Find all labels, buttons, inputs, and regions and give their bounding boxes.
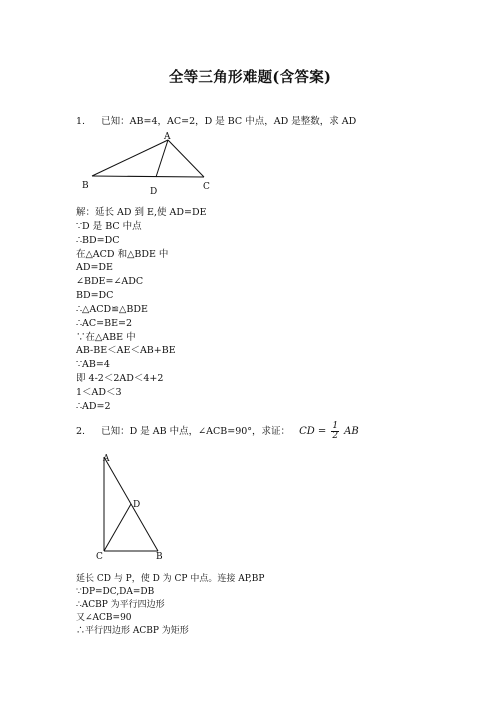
solution-line: 解：延长 AD 到 E,使 AD=DE: [76, 207, 207, 218]
page-title: 全等三角形难题(含答案): [168, 69, 332, 86]
solution-line: ∵D 是 BC 中点: [76, 220, 142, 232]
solution-line: 又∠ACB=90: [76, 613, 132, 623]
formula-denominator: 2: [332, 431, 339, 441]
solution-line: AD=DE: [76, 262, 113, 274]
solution-line: ∴BD=DC: [76, 234, 120, 246]
formula-rhs: AB: [344, 426, 359, 437]
question-2-solution: [76, 573, 264, 638]
solution-line: ∴AC=BE=2: [76, 317, 133, 329]
solution-line: BD=DC: [76, 290, 114, 302]
solution-line: ∵AB=4: [76, 359, 110, 371]
question-2-text: 已知：D 是 AB 中点，∠ACB=90°，求证：: [101, 426, 291, 437]
solution-line: ∵DP=DC,DA=DB: [76, 587, 155, 597]
fig2-label-a: A: [103, 454, 110, 464]
question-2: [76, 422, 359, 441]
solution-line: 在△ACD 和△BDE 中: [76, 248, 169, 260]
solution-line: AB-BE＜AE＜AB+BE: [76, 345, 176, 357]
formula-lhs: CD =: [299, 426, 327, 437]
fig1-label-a: A: [164, 132, 171, 142]
formula-fraction: [331, 422, 339, 441]
solution-line: ∴AD=2: [76, 400, 111, 412]
triangle-1-lines: [92, 140, 204, 177]
solution-line: ∠BDE=∠ADC: [76, 276, 144, 288]
question-1-text: 已知：AB=4，AC=2，D 是 BC 中点，AD 是整数，求 AD: [101, 116, 357, 127]
fig2-label-b: B: [156, 552, 163, 562]
fig1-label-b: B: [82, 181, 89, 191]
triangle-2-lines: [104, 457, 158, 551]
solution-line: 即 4-2＜2AD＜4+2: [76, 373, 164, 385]
solution-line: 1＜AD＜3: [76, 386, 122, 398]
solution-line: ∴△ACD≌△BDE: [76, 303, 148, 315]
fig2-label-c: C: [96, 552, 103, 562]
solution-line: ∴平行四边形 ACBP 为矩形: [76, 626, 189, 636]
fig2-label-d: D: [133, 500, 141, 510]
solution-line: 延长 CD 与 P，使 D 为 CP 中点。连接 AP,BP: [76, 574, 265, 584]
question-2-number: 2.: [76, 426, 86, 437]
solution-line: ∵在△ABE 中: [76, 331, 136, 343]
fig1-label-c: C: [203, 182, 210, 192]
formula-numerator: 1: [332, 421, 339, 431]
fig1-label-d: D: [150, 187, 158, 197]
question-1-number: 1.: [76, 116, 86, 127]
solution-line: ∴ACBP 为平行四边形: [76, 600, 165, 610]
question-1-solution: [76, 206, 207, 414]
